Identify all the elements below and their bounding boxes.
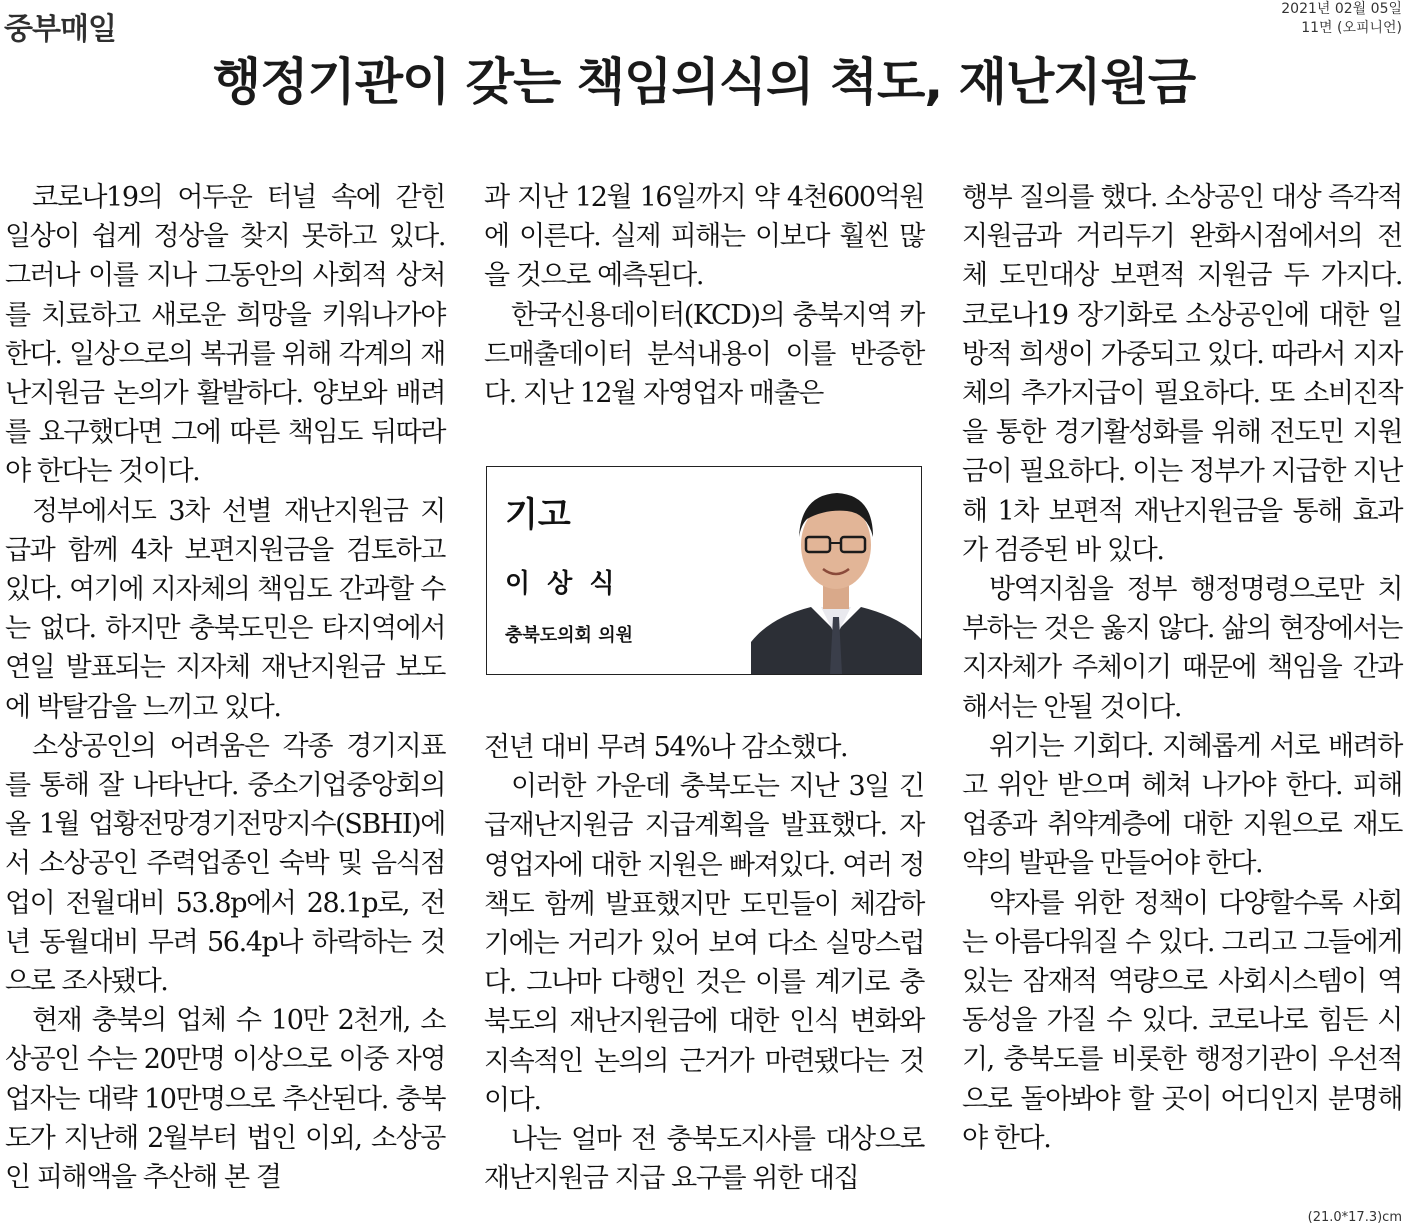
paragraph: 전년 대비 무려 54%나 감소했다. <box>484 732 848 763</box>
paragraph: 방역지침을 정부 행정명령으로만 치부하는 것은 옳지 않다. 삶의 현장에서는 지자체가 주체이기 때문에 책임을 간과해서는 안될 것이다. <box>962 574 1402 723</box>
paragraph: 나는 얼마 전 충북도지사를 대상으로 재난지원금 지급 요구를 위한 대집 <box>484 1124 924 1195</box>
paragraph: 현재 충북의 업체 수 10만 2천개, 소상공인 수는 20만명 이상으로 이중 자영업자는 대략 10만명으로 추산된다. 충북도가 지난해 2월부터 법인 이외, 소상공인 피해액을 추산해 본 결 <box>5 1005 445 1194</box>
clipping-size-note: (21.0*17.3)cm <box>1307 1210 1402 1225</box>
issue-section: 11면 (오피니언) <box>1301 20 1402 36</box>
paragraph: 이러한 가운데 충북도는 지난 3일 긴급재난지원금 지급계획을 발표했다. 자영업자에 대한 지원은 빠져있다. 여러 정책도 함께 발표했지만 도민들이 체감하기에는 거리가 있어 보여 다소 실망스럽다. 그나마 다행인 것은 이를 계기로 충북도의 재난지원금에 대한 인식 변화와 지속적인 논의의 근거가 마련됐다는 것이다. <box>484 771 924 1116</box>
paragraph: 행부 질의를 했다. 소상공인 대상 즉각적 지원금과 거리두기 완화시점에서의 전체 도민대상 보편적 지원금 두 가지다. 코로나19 장기화로 소상공인에 대한 일방적 희생이 가중되고 있다. 따라서 지자체의 추가지급이 필요하다. 또 소비진작을 통한 경기활성화를 위해 전도민 지원금이 필요하다. 이는 정부가 지급한 지난해 1차 보편적 재난지원금을 통해 효과가 검증된 바 있다. <box>962 182 1402 566</box>
author-name: 이 상 식 <box>505 569 619 599</box>
article-column-3 <box>962 178 1402 1158</box>
article-column-2-top <box>484 178 924 413</box>
newspaper-logo: 중부매일 <box>4 12 116 47</box>
paragraph: 소상공인의 어려움은 각종 경기지표를 통해 잘 나타난다. 중소기업중앙회의 올 1월 업황전망경기전망지수(SBHI)에서 소상공인 주력업종인 숙박 및 음식점업이 전월대비 53.8p에서 28.1p로, 전년 동월대비 무려 56.4p나 하락하는 것으로 조사됐다. <box>5 730 445 998</box>
paragraph: 위기는 기회다. 지혜롭게 서로 배려하고 위안 받으며 헤쳐 나가야 한다. 피해업종과 취약계층에 대한 지원으로 재도약의 발판을 만들어야 한다. <box>962 730 1402 880</box>
paragraph: 과 지난 12월 16일까지 약 4천600억원에 이른다. 실제 피해는 이보다 훨씬 많을 것으로 예측된다. <box>484 182 924 292</box>
author-photo <box>751 467 921 674</box>
issue-meta <box>1281 0 1402 38</box>
article-column-1 <box>5 178 445 1197</box>
article-headline: 행정기관이 갖는 책임의식의 척도, 재난지원금 <box>212 53 1196 111</box>
contribution-label: 기고 <box>505 495 571 535</box>
paragraph: 한국신용데이터(KCD)의 충북지역 카드매출데이터 분석내용이 이를 반증한다. 지난 12월 자영업자 매출은 <box>484 299 924 410</box>
article-column-2-bottom <box>484 728 924 1198</box>
author-role: 충북도의회 의원 <box>505 625 633 646</box>
paragraph: 코로나19의 어두운 터널 속에 갇힌 일상이 쉽게 정상을 찾지 못하고 있다. 그러나 이를 지나 그동안의 사회적 상처를 치료하고 새로운 희망을 키워나가야 한다. 일상으로의 복귀를 위해 각계의 재난지원금 논의가 활발하다. 양보와 배려를 요구했다면 그에 따른 책임도 뒤따라야 한다는 것이다. <box>5 182 445 488</box>
paragraph: 약자를 위한 정책이 다양할수록 사회는 아름다워질 수 있다. 그리고 그들에게 있는 잠재적 역량으로 사회시스템이 역동성을 가질 수 있다. 코로나로 힘든 시기, 충북도를 비롯한 행정기관이 우선적으로 돌아봐야 할 곳이 어디인지 분명해야 한다. <box>962 887 1402 1154</box>
contributor-box <box>486 466 922 675</box>
paragraph: 정부에서도 3차 선별 재난지원금 지급과 함께 4차 보편지원금을 검토하고 있다. 여기에 지자체의 책임도 간과할 수는 없다. 하지만 충북도민은 타지역에서 연일 발표되는 지자체 재난지원금 보도에 박탈감을 느끼고 있다. <box>5 495 445 723</box>
issue-date: 2021년 02월 05일 <box>1281 1 1402 17</box>
